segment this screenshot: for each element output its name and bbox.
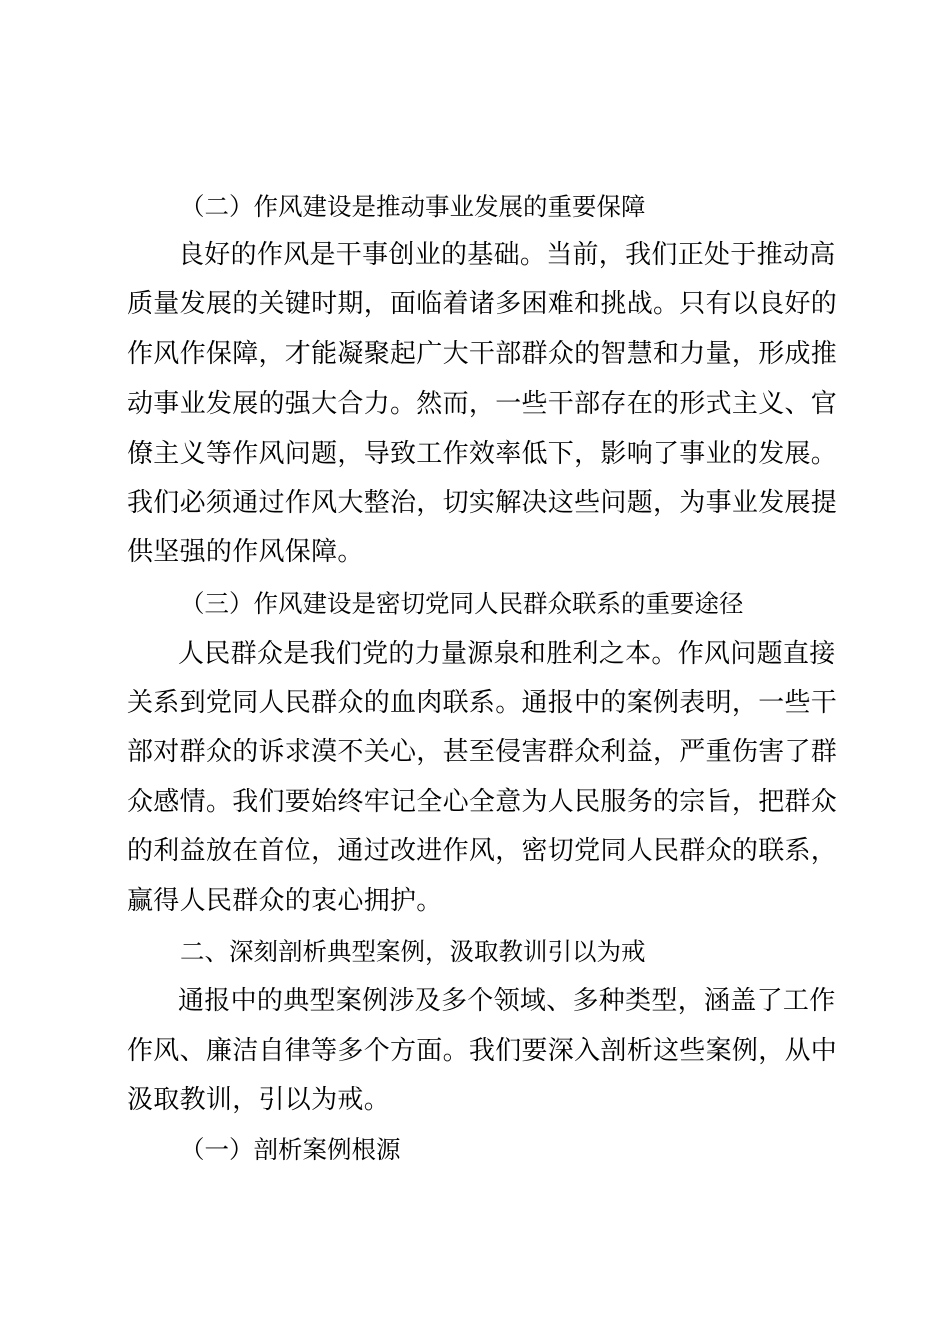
paragraph-line: 众感情。我们要始终牢记全心全意为人民服务的宗旨，把群众 [127, 787, 838, 817]
paragraph-line: 动事业发展的强大合力。然而，一些干部存在的形式主义、官 [127, 389, 838, 419]
paragraph-line: 良好的作风是干事创业的基础。当前，我们正处于推动高 [178, 240, 836, 270]
paragraph-line: 赢得人民群众的衷心拥护。 [127, 886, 443, 916]
paragraph-line: 汲取教训，引以为戒。 [127, 1085, 391, 1115]
paragraph-line: 通报中的典型案例涉及多个领域、多种类型，涵盖了工作 [178, 986, 836, 1016]
paragraph-line: 我们必须通过作风大整治，切实解决这些问题，为事业发展提 [127, 488, 838, 518]
paragraph-line: 部对群众的诉求漠不关心，甚至侵害群众利益，严重伤害了群 [127, 737, 838, 767]
paragraph-line: 关系到党同人民群众的血肉联系。通报中的案例表明，一些干 [127, 688, 838, 718]
paragraph-line: 供坚强的作风保障。 [127, 537, 364, 567]
paragraph-line: 质量发展的关键时期，面临着诸多困难和挑战。只有以良好的 [127, 289, 838, 319]
chapter-heading-2: 二、深刻剖析典型案例，汲取教训引以为戒 [180, 937, 646, 966]
subsection-heading-1: （一）剖析案例根源 [180, 1135, 401, 1164]
paragraph-line: 作风、廉洁自律等多个方面。我们要深入剖析这些案例，从中 [127, 1036, 838, 1066]
paragraph-line: 僚主义等作风问题，导致工作效率低下，影响了事业的发展。 [127, 439, 838, 469]
paragraph-line: 人民群众是我们党的力量源泉和胜利之本。作风问题直接 [178, 639, 836, 669]
section-heading-3: （三）作风建设是密切党同人民群众联系的重要途径 [180, 589, 744, 618]
section-heading-2: （二）作风建设是推动事业发展的重要保障 [180, 192, 646, 221]
paragraph-line: 的利益放在首位，通过改进作风，密切党同人民群众的联系， [127, 836, 838, 866]
paragraph-line: 作风作保障，才能凝聚起广大干部群众的智慧和力量，形成推 [127, 339, 838, 369]
